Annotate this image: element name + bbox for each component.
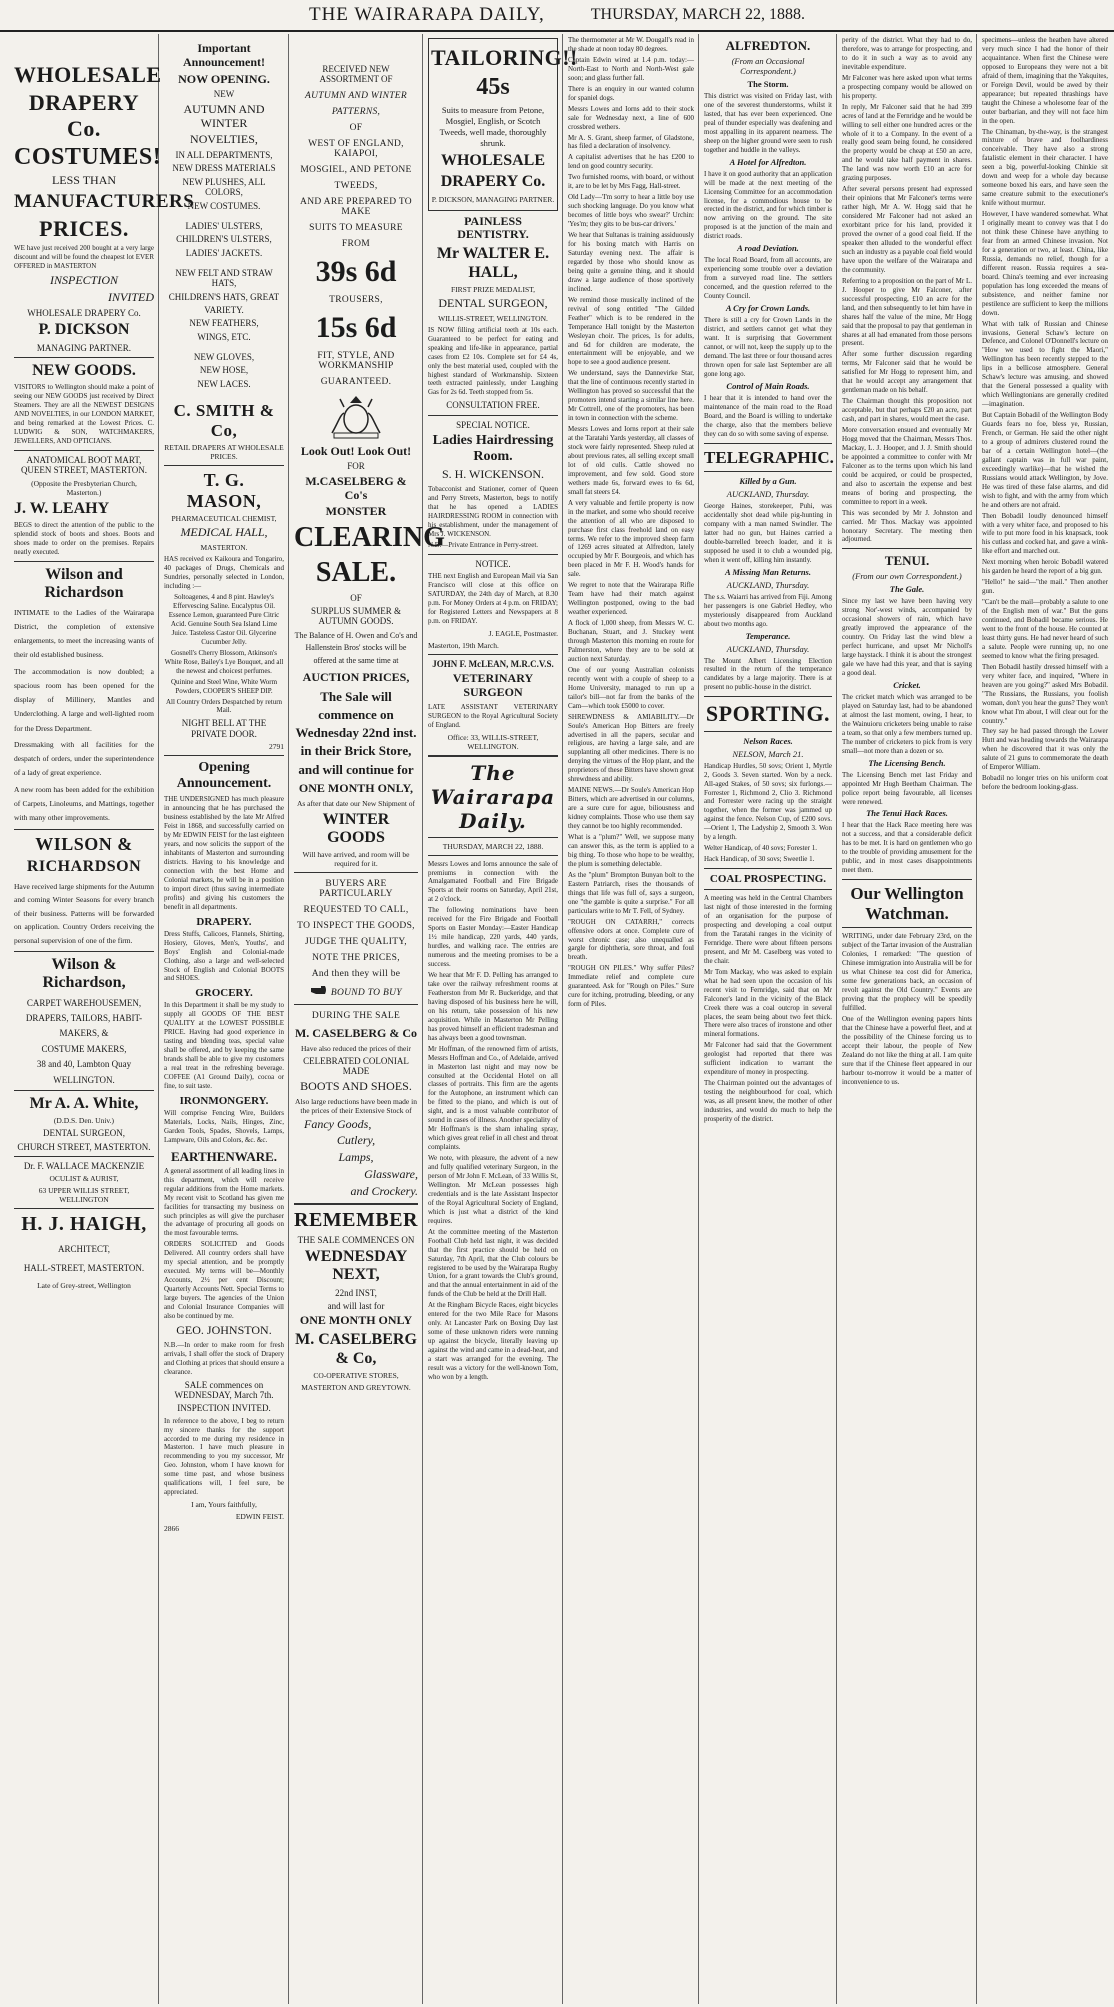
ad-price-suits: 39s 6d xyxy=(315,254,397,288)
article-paragraph: What is a "plum?" Well, we suppose many can answer this, as the term is applied to a big thing. To those who hope to be wealthy, the plum is something delectable. xyxy=(568,833,694,868)
ad-boot-mart-sub: (Opposite the Presbyterian Church, Masterton.) xyxy=(31,478,137,497)
article-paragraph: A meeting was held in the Central Chambers last night of those interested in the forming of an organisation for the purpose of prospecting and developing a coal output from the Taratahi ranges in the vicinity of Fernridge. There were about fifteen persons present, and Mr M. Caselberg was voted to the chair. xyxy=(704,894,832,965)
ad-mason: T. G. MASON, xyxy=(186,470,262,511)
article-paragraph: They say he had passed through the Lower Hutt and was heading towards the Wairarapa when he discovered that it was only the salute of 21 guns to commemorate the death of Emperor William. xyxy=(982,727,1108,772)
article-paragraph: Mr Tom Mackay, who was asked to explain what he had seen upon the occasion of his recent visit to Fernridge, said that on Mr Falconer's land in the vicinity of the Black Creek there was a coal outcrop in several places, the seam being about two feet thick. There were also traces of ironstone and other mineral formations. xyxy=(704,967,832,1039)
ad-white-l2: CHURCH STREET, MASTERTON. xyxy=(17,1141,151,1152)
ad-nb-text: N.B.—In order to make room for fresh arrivals, I shall offer the stock of Drapery and Clothing at prices that should ensure a clearance. xyxy=(164,1340,284,1376)
column-3 xyxy=(290,34,445,2004)
ad-number: 2791 xyxy=(269,742,284,752)
ad-wickens: S. H. WICKENSON. xyxy=(441,467,545,482)
article-paragraph: Messrs Lowes and Iorns report at their sale at the Taratahi Yards yesterday, all classes of stock were fairly represented. Sheep ruled at about previous rates, all selling except small lot of old culls. Cattle showed no improvement, and few sold. Good store wethers made 6s, forward ewes to 6s 6d, small fat steers £4. xyxy=(568,425,694,496)
ad-line: IN ALL DEPARTMENTS, xyxy=(175,150,273,161)
subheading: Temperance. xyxy=(745,630,791,641)
heading-tenui: TENUI. xyxy=(884,553,930,569)
subheading: (From an Occasional Correspondent.) xyxy=(731,56,805,76)
ad-mason-town: MASTERTON. xyxy=(200,543,248,553)
ad-guaranteed: GUARANTEED. xyxy=(320,376,392,387)
ad-drapery-text: Dress Stuffs, Calicoes, Flannels, Shirting, Hosiery, Gloves, Men's, Youths', and Boys' English and Colonial-made Clothing, also a large and well-selected Stock of English and Colonial BOOTS and SHOES. xyxy=(164,929,284,983)
royal-crest-icon xyxy=(326,393,386,441)
article-paragraph: "ROUGH ON CATARRH," corrects offensive odors at once. Complete cure of worst chronic case; also unequalled as gargle for diphtheria, sore throat, and foul breath. xyxy=(568,917,694,962)
ad-feist-text: THE UNDERSIGNED has much pleasure in announcing that he has purchased the business established by the late Mr Alfred Feist in 1868, and successfully carried on by Mr EDWIN FEIST for the last eighteen years, and now solicits the support of the inhabitants of Masterton and surrounding districts. Having to his knowledge and connection with the best Home and Colonial markets, he will be in a position to import direct (thus saving intermediate profits) and giving his customers the benefit in all departments. xyxy=(164,795,284,911)
article-paragraph: Then Bobadil loudly denounced himself with a very whiter face, and proposed to his wife to put more food in his knapsack, took his cutlass and cocked hat, and gave a wink-like effort and marched out. xyxy=(982,511,1108,556)
ad-nb: N.B.—Private Entrance in Perry-street. xyxy=(428,540,539,549)
article-paragraph: What with talk of Russian and Chinese invasions, General Schaw's lecture on Defence, and Colonel O'Donnell's lecture on "How we used to fight the Maori," Wellington has been recently stepped to the lips in a bellicose atmosphere. General Schaw's lecture was amusing, and showed that the General possessed a quality with which Wellingtonians are generally credited—imagination. xyxy=(982,319,1108,409)
newspaper-title: THE WAIRARAPA DAILY, xyxy=(308,4,545,25)
ad-wilson-text4: A new room has been added for the exhibition of Carpets, Linoleums, and Mattings, together with many other improvements. xyxy=(14,784,154,823)
ad-line: WINGS, ETC. xyxy=(197,331,251,342)
article-paragraph: I have it on good authority that an application will be made at the next meeting of the Licensing Committee for an accommodation license, for a commodious house to be erected in the district, and for which timber is now arriving on the ground. The site proposed is at the junction of the main and district roads. xyxy=(704,169,832,241)
ad-towns: MASTERTON AND GREYTOWN. xyxy=(301,1382,411,1392)
ad-line: NEW DRESS MATERIALS xyxy=(172,163,276,174)
ad-invited: INVITED xyxy=(108,290,154,305)
ad-tailoring-text: Suits to measure from Petone, Mosgiel, English, or Scotch Tweeds, well made, thoroughly shrunk. xyxy=(439,105,547,148)
ad-special: SPECIAL NOTICE. xyxy=(456,419,530,430)
ad-wr2: Wilson & Richardson, xyxy=(42,956,126,992)
ad-white-sub: (D.D.S. Den. Univ.) xyxy=(53,1116,115,1126)
subheading: A Missing Man Returns. xyxy=(725,566,811,577)
ad-line: LADIES' JACKETS. xyxy=(185,247,263,258)
ad-manufacturers: MANUFACTURERS xyxy=(14,191,195,213)
ad-caselberg3: M. CASELBERG & Co, xyxy=(295,1331,417,1367)
ad-fancy: Fancy Goods, xyxy=(304,1116,372,1131)
ad-mackenzie: Dr. F. WALLACE MACKENZIE xyxy=(23,1160,145,1171)
ad-white: Mr A. A. White, xyxy=(29,1094,139,1112)
ad-suits: SUITS TO MEASURE xyxy=(309,222,403,233)
ad-line: CHILDREN'S ULSTERS, xyxy=(176,234,272,245)
ad-mason-items2: Gosnell's Cherry Blossom, Atkinson's White Rose, Bailey's Lye Bouquet, and all the newest and choicest perfumes. xyxy=(164,648,284,675)
ad-prepared: AND ARE PREPARED TO MAKE xyxy=(300,196,412,217)
ad-night-bell: NIGHT BELL AT THE PRIVATE DOOR. xyxy=(181,718,267,739)
heading-sporting: SPORTING. xyxy=(705,701,831,727)
ad-dental: DENTAL SURGEON, xyxy=(438,295,548,310)
ad-trousers: TROUSERS, xyxy=(329,294,383,305)
ad-sale-comm: THE SALE COMMENCES ON xyxy=(297,1234,415,1245)
ad-bound xyxy=(294,985,418,998)
article-paragraph: Captain Edwin wired at 1.4 p.m. today:—North-East to North and North-West gale soon; and glass further fall. xyxy=(568,55,694,82)
ad-consult: CONSULTATION FREE. xyxy=(446,400,540,411)
ad-inst: 22nd INST, xyxy=(335,1287,377,1298)
ad-sale-commences: SALE commences on WEDNESDAY, March 7th. xyxy=(174,1379,274,1400)
article-paragraph: I hear that it is intended to hand over the maintenance of the main road to the Road Board, and the Board is willing to undertake the charge, also that the members believe they can do so with some saving of expense. xyxy=(704,393,832,438)
ad-grocery-heading: GROCERY. xyxy=(195,987,253,1000)
column-2 xyxy=(160,34,288,2004)
column-4 xyxy=(424,34,578,2004)
ad-mason-sub: PHARMACEUTICAL CHEMIST, xyxy=(171,514,277,524)
ad-wilson-text1: INTIMATE to the Ladies of the Wairarapa District, the completion of extensive enlargements, to meet the increasing wants of their old established business. xyxy=(14,607,154,660)
ad-inspection: INSPECTION xyxy=(49,273,118,288)
subheading: A Hotel for Alfredton. xyxy=(729,156,807,167)
ad-tailoring: TAILORING!! xyxy=(431,45,578,70)
article-paragraph: Next morning when heroic Bobadil watered his garden he heard the report of a big gun. xyxy=(982,558,1108,576)
ad-wr-big1: WILSON & xyxy=(35,834,133,855)
subheading: Control of Main Roads. xyxy=(726,380,810,391)
ad-bound-text: BOUND TO BUY xyxy=(330,988,402,999)
article-paragraph: We understand, says the Dannevirke Star, that the line of continuous recently started in Wellington has proved so successful that the promoters intend starting a similar line here. Mr Cottrell, one of the promoters, has been in town in connection with the scheme. xyxy=(568,369,694,423)
article-paragraph: A capitalist advertises that he has £200 to lend on good country security. xyxy=(568,153,694,171)
ad-drapery-co: DRAPERY Co. xyxy=(28,90,140,141)
article-paragraph: We regret to note that the Wairarapa Rifle Team have had their match against Wellington postponed, owing to the bad weather experienced. xyxy=(568,581,694,617)
ad-last: and will last for xyxy=(327,1301,385,1312)
article-paragraph: MAINE NEWS.—Dr Soule's American Hop Bitters, which are advertised in our columns, are a sure cure for ague, biliousness and kidney complaints. Those who use them say they cannot be too highly recommended. xyxy=(568,786,694,831)
subheading: A road Deviation. xyxy=(737,243,799,254)
ad-clearing: CLEARING xyxy=(294,522,445,554)
subheading: The Storm. xyxy=(747,79,789,89)
heading-telegraphic: TELEGRAPHIC. xyxy=(704,447,834,467)
heading-watchman: Our Wellington Watchman. xyxy=(850,884,964,923)
ad-line: VARIETY. xyxy=(204,304,244,315)
article-paragraph: However, I have wandered somewhat. What I originally meant to convey was that I do not think these Chinese have anything to fear from an armed Chinese invasion. Not for a generation or two, at least. China, like Russia, demands no relief, though for a different reason. Russia requires a sea-board. China's teeming and ever increasing population has long exceeded the means of subsistence, and neither famine nor pestilence are sufficient to keep the millions down. xyxy=(982,210,1108,317)
article-paragraph: This district was visited on Friday last, with one of the severest thunderstorms, whilst it lasted, that has ever been experienced. One peal of thunder especially was deafening and most appalling in its apparent nearness. The sheep on the higher ground were seen to rush together and huddle in the valleys. xyxy=(704,92,832,154)
ad-smith: C. SMITH & Co, xyxy=(173,400,275,440)
dateline: NELSON, March 21. xyxy=(732,748,804,759)
ad-white-l1: DENTAL SURGEON, xyxy=(43,1128,125,1139)
ad-wholesale2: WHOLESALE xyxy=(440,151,546,169)
ad-mclean: JOHN F. McLEAN, M.R.C.V.S. xyxy=(432,658,554,669)
ad-lookout: Look Out! Look Out! xyxy=(300,443,412,458)
ad-inspection-invited: INSPECTION INVITED. xyxy=(177,1403,271,1414)
ad-ironmongery-heading: IRONMONGERY. xyxy=(179,1094,269,1107)
ad-dickson2: P. DICKSON, MANAGING PARTNER. xyxy=(431,194,555,204)
ad-wr-text: Have received large shipments for the Autumn and coming Winter Seasons for every branch of their business. Patterns will be forwarded on application. Country Orders receiving the personal supervision of one of the firm. xyxy=(14,881,154,945)
article-paragraph: Hack Handicap, of 30 sovs; Sweetlie 1. xyxy=(704,855,815,864)
ad-line: AUTUMN AND WINTER xyxy=(183,101,265,130)
ad-hall-text: IS NOW filling artificial teeth at 10s each. Guaranteed to be perfect for eating and speaking and life-like in appearance, partial cases from £2 10s. Complete set for £4 4s, only the best material used, coupled with the highest standard of Workmanship. Sixteen teeth extracted painlessly, under Laughing Gas for 2s 6d. Teeth stopped from 5s. xyxy=(428,325,558,397)
ad-one-month: ONE MONTH ONLY, xyxy=(298,780,414,795)
ad-reduced: Have also reduced the prices of their xyxy=(301,1044,411,1054)
ad-new-goods-text: VISITORS to Wellington should make a point of seeing our NEW GOODS just received by Direct Steamers. They are all the NEWEST DESIGNS AND NOVELTIES, in our LONDON MARKET, and being remarked at the Lowest Prices. C. LUDWIG & SON, WATCHMAKERS, JEWELLERS, AND OPTICIANS. xyxy=(14,383,154,446)
article-paragraph: More conversation ensued and eventually Mr Hogg moved that the Chairman, Messrs Thos. Mackay, L. J. Hooper, and J. J. Smith should be appointed a committee to confer with Mr Falconer as to the terms upon which his land could be acquired, or could be prospected, and also to ascertain the expense and best means of boring and prospecting, the committee to report in a week. xyxy=(842,426,972,506)
ad-received-text: WE have just received 200 bought at a very large discount and will be found the cheapest lot EVER OFFERED in MASTERTON xyxy=(14,244,154,271)
ad-line: NEW LACES. xyxy=(197,378,251,389)
ad-line: NEW FEATHERS, xyxy=(189,318,259,329)
article-paragraph: Mr Falconer had said that the Government geologist had reported that there was sufficient indication to warrant the expenditure of money in prospecting. xyxy=(704,1041,832,1077)
ad-less-than: LESS THAN xyxy=(51,173,117,188)
ad-autumn: AUTUMN AND WINTER xyxy=(304,90,408,101)
dateline: AUCKLAND, Thursday. xyxy=(726,579,810,590)
ad-during: DURING THE SALE xyxy=(311,1011,401,1022)
ad-wilson-title: Wilson and Richardson xyxy=(44,565,124,602)
ad-notice-text: THE next English and European Mail via San Francisco will close at this office on SATURDAY, the 24th day of March, at 8.30 p.m. For Money Orders at 4 p.m. on FRIDAY; for Registered Letters and Newspapers at 8 p.m. on FRIDAY. xyxy=(428,572,558,625)
article-paragraph: Old Lady—'I'm sorry to hear a little boy use such shocking language. Do you know what becomes of little boys who swear?' Urchin: 'Yes'm; they gits to be bus-car drivers.' xyxy=(568,193,694,229)
article-paragraph: perity of the district. What they had to do, therefore, was to arrange for prospecting, and to do it in such a way as to avoid any inevitable expenditure. xyxy=(842,36,972,71)
ad-glassware: Glassware, xyxy=(364,1167,418,1181)
article-paragraph: The cricket match which was arranged to be played on Saturday last, had to be abandoned at almost the last moment, owing, I hear, to the Wainuioru cricketers being unable to raise a team, so that only a few members turned up. The number of cricketers to pick from is very small—not more than a dozen or so. xyxy=(842,693,972,755)
ad-line: NEW xyxy=(213,89,235,100)
ad-opening-announcement: Opening Announcement. xyxy=(176,760,272,792)
ad-willis: WILLIS-STREET, WELLINGTON. xyxy=(438,313,548,323)
article-paragraph: "ROUGH ON PILES." Why suffer Piles? Immediate relief and complete cure guaranteed. Ask for "Rough on Piles." Sure cure for itching, protruding, bleeding, or any form of Piles. xyxy=(568,964,694,1009)
ad-haigh-l3: Late of Grey-street, Wellington xyxy=(37,1280,131,1290)
article-paragraph: As the "plum" Brompton Bunyan bolt to the Eastern Patriarch, rises the thousands of things that life was full of, says a surgeon, one "the gamble is quite a surprise." For all particulars write to Mr T. Fell, of Sydney. xyxy=(568,870,694,915)
ad-eagle-date: Masterton, 19th March. xyxy=(428,640,499,650)
article-paragraph: Welter Handicap, of 40 sovs; Forester 1. xyxy=(704,844,817,853)
article-paragraph: Mr Hoffman, of the renowned firm of artists, Messrs Hoffman and Co., of Adelaide, arrived in Masterton last night and may now be consulted at the Occidental Hotel on all classes of portraits. This firm are the agents for the Autophone, an instrument which can be fitted to the piano, and which is out of sight, and is a most valuable contributor of sound in cases of illness. Another speciality of Mr Hoffman's is the sham inhaling spray, which gives great relief in all chest and throat complaints. xyxy=(428,1044,558,1152)
subheading: Killed by a Gun. xyxy=(739,476,797,487)
ad-mackenzie-addr: 63 UPPER WILLIS STREET, WELLINGTON xyxy=(38,1186,130,1205)
article-paragraph: But Captain Bobadil of the Wellington Body Guards fears no foe, bless ye, Russian, French, or German. He said the other night to a group of admirers clustered round the bar of a certain Wellington hotel—(the gallant captain was in full war paint, exceedingly warlike)—that he wished the Russians would attack Wellington, by Jove. He was tired of these false alarms, and did wish to fight, and with the army from which he and others are not afraid. xyxy=(982,411,1108,509)
ad-also: Also large reductions have been made in the prices of their Extensive Stock of xyxy=(295,1096,417,1115)
article-paragraph: SHREWDNESS & AMIABILITY.—Dr Soule's American Hop Bitters are freely advertised in all the papers, secular and religious, are having a large sale, and are supplanting all other medicines. There is no denying the virtues of the Hop plant, and the proprietors of these Bitters have shown great shrewdness and ability. xyxy=(568,712,694,784)
ad-line: NEW COSTUMES. xyxy=(187,200,261,211)
article-paragraph: Handicap Hurdles, 50 sovs; Orient 1, Myrtle 2, Goods 3. Seven started. Won by a neck. All-aged Stakes, of 50 sovs; six furlongs.—Forrester 1, Richmond 2, Clio 3. Richmond and Forrester were racing up the straight together, when the former was jammed up against the fence. Nelson Cup, of £200 sovs.—Orient 1, The Ladyship 2, Smooth 3. Won by a length. xyxy=(704,761,832,842)
subheading: The Tenui Hack Races. xyxy=(866,808,948,819)
article-paragraph: Since my last we have been having very strong Nor'-west winds, accompanied by occasional showers of rain, which have greatly improved the appearance of the country. On Friday last the wind blew a perfect hurricane, and upset Mr Nicholl's large haystack. I think it is about the strongest gale we have had this year, and that is saying a good deal. xyxy=(842,597,972,678)
ad-grocery-text: In this Department it shall be my study to supply all GOODS OF THE BEST QUALITY at the LOWEST POSSIBLE PRICE. Having had good experience in tasting and blending teas, special value shall be offered, and by keeping the same brands shall be able to give my customers a real treat in the refreshing beverage. COFFEE (A1 Ground Daily), cocoa or fine, to suit taste. xyxy=(164,1001,284,1090)
ad-balance: The Balance of H. Owen and Co's and Hallenstein Bros' stocks will be offered at the same time at xyxy=(294,630,418,666)
article-paragraph: specimens—unless the heathen have altered very much since I had the honor of their acquaintance. When first the Chinese were opposed to Europeans they were not a bit afraid of them, imagining that the Yakquites, or Foreign Devil, would be awed by their appearance; but repeated thrashings have taught the Chinese a wholesome fear of the outer barbarian, and they will not face him in the open. xyxy=(982,36,1108,125)
ad-haigh-l1: ARCHITECT, xyxy=(57,1244,111,1255)
ad-leahy: J. W. LEAHY xyxy=(14,499,110,517)
ad-mason-hall: MEDICAL HALL, xyxy=(180,525,268,540)
ad-received: RECEIVED NEW ASSORTMENT OF xyxy=(319,64,393,85)
ad-tailoring-price: 45s xyxy=(476,74,510,101)
ad-wr2-l2: DRAPERS, TAILORS, HABIT- xyxy=(25,1013,143,1024)
ad-line: LADIES' ULSTERS, xyxy=(185,220,263,231)
article-paragraph: The local Road Board, from all accounts, are experiencing some trouble over a deviation from a surveyed road line. The settlers concerned, and the question referred to the County Council. xyxy=(704,256,832,301)
ad-hall: Mr WALTER E. HALL, xyxy=(436,245,550,281)
subheading: Cricket. xyxy=(893,680,921,690)
article-paragraph: We remind those musically inclined of the revival of song entitled "The Gilded Feather" which is to be rendered in the Temperance Hall tonight by the Masterton Wesleyan choir. The prices, 1s for adults, and 6d for children are moderate, the entertainment will be enjoyable, and we hope to see a good audience present. xyxy=(568,295,694,367)
ad-note: NOTE THE PRICES, xyxy=(312,953,400,964)
ad-west: WEST OF ENGLAND, KAIAPOI, xyxy=(308,138,404,159)
ad-prize: FIRST PRIZE MEDALIST, xyxy=(450,284,536,294)
article-paragraph: At the Ringham Bicycle Races, eight bicycles entered for the two Mile Race for Masons only. At Lancaster Park on Boxing Day last some of these unknown riders were running up against the bicycle, literally leaving up against the wind and came in a dead-heat, and a start was arranged for the evening. The result was a victory for the well-known Tom, who won by a length. xyxy=(428,1301,558,1381)
ad-tweeds: TWEEDS, xyxy=(334,180,378,191)
article-paragraph: This was seconded by Mr J. Johnston and carried. Mr Thos. Mackay was appointed honorary Secretary. The meeting then adjourned. xyxy=(842,508,972,544)
ad-earthenware-heading: EARTHENWARE. xyxy=(170,1148,278,1164)
article-paragraph: The thermometer at Mr W. Dougall's read in the shade at noon today 80 degrees. xyxy=(568,36,694,53)
ad-wr2-l1: CARPET WAREHOUSEMEN, xyxy=(26,997,142,1008)
ad-haigh-l2: HALL-STREET, MASTERTON. xyxy=(23,1262,145,1273)
ad-mason-items3: Quinine and Steel Wine, White Worm Powders, COOPER'S SHEEP DIP. xyxy=(170,677,278,695)
ad-orders-text: ORDERS SOLICITED and Goods Delivered. All country orders shall have my special attention, and be promptly executed. My terms will be—Monthly Accounts, 2½ per cent Discount; Quarterly Accounts Nett. Special Terms to large buyers. The agencies of the Union and Colonial Insurance Companies will also be continued by me. xyxy=(164,1240,284,1321)
article-paragraph: There is still a cry for Crown Lands in the district, and settlers cannot get what they want. It is surprising that Government cannot, or will not, keep the supply up to the demand. The last three or four thousand acres thrown open for sale last September are all gone long ago. xyxy=(704,316,832,378)
heading-coal: COAL PROSPECTING. xyxy=(709,873,827,886)
column-6 xyxy=(700,34,836,2004)
ad-boots: BOOTS AND SHOES. xyxy=(300,1078,412,1093)
ad-for: FOR xyxy=(347,461,365,472)
ad-remember: REMEMBER xyxy=(294,1208,418,1231)
ad-earth-text: A general assortment of all leading lines in this department, which will receive regular additions from the Home markets. My recent visit to Scotland has given me facilities for transacting my business on such principles as will give the purchaser the advantage of procuring all goods on the most favourable terms. xyxy=(164,1166,284,1238)
article-paragraph: The Licensing Bench met last Friday and appointed Mr Hugh Beetham Chairman. The police report being favourable, all licenses were renewed. xyxy=(842,770,972,806)
article-paragraph: Mr Falconer was here asked upon what terms a prospecting company would be allowed on his property. xyxy=(842,73,972,100)
ad-coop: CO-OPERATIVE STORES, xyxy=(313,1370,399,1380)
ad-line: NEW HOSE, xyxy=(199,365,249,376)
ad-costumes: COSTUMES! xyxy=(14,143,162,170)
ad-arrival: As after that date our New Shipment of xyxy=(296,798,416,808)
ad-crockery: and Crockery. xyxy=(350,1183,418,1198)
subheading: The Licensing Bench. xyxy=(868,757,946,768)
ad-sale: SALE. xyxy=(315,557,397,589)
paper-nameplate: The Wairarapa Daily. xyxy=(430,760,556,833)
column-5 xyxy=(564,34,698,2004)
ad-celebrated: CELEBRATED COLONIAL MADE xyxy=(303,1056,409,1077)
masthead xyxy=(0,0,1114,32)
ad-wr2-l5: 38 and 40, Lambton Quay xyxy=(36,1059,132,1070)
ad-mackenzie-sub: OCULIST & AURIST, xyxy=(49,1174,119,1184)
columns xyxy=(0,34,1114,2007)
ad-judge: JUDGE THE QUALITY, xyxy=(305,937,407,948)
ad-patterns: PATTERNS, xyxy=(331,106,381,117)
article-paragraph: "Hello!" he said—"the mail." Then another gun. xyxy=(982,578,1108,596)
ad-wilson-text3: Dressmaking with all facilities for the despatch of orders, under the superintendence of a lady of great experience. xyxy=(14,739,154,778)
article-paragraph: A flock of 1,000 sheep, from Messrs W. C. Buchanan, Stuart, and J. Stuckey went through Masterton this morning en route for Palmerston, where they are to be sold at auction next Saturday. xyxy=(568,619,694,663)
ad-wr-big2: RICHARDSON xyxy=(26,858,142,876)
ad-of: OF xyxy=(350,592,362,603)
article-paragraph: I hear that the Hack Race meeting here was not a success, and that a considerable deficit has to be met. It is hard on gentlemen who go to the trouble of providing amusement for the public, and in most cases disappointments meet them. xyxy=(842,821,972,875)
ad-notice: NOTICE. xyxy=(475,558,511,569)
subheading: Nelson Races. xyxy=(743,735,793,746)
article-paragraph: After some further discussion regarding terms, Mr Falconer said that he would be satisfied for Mr Hogg to represent him, and that he would accept any arrangement that gentleman made on his behalf. xyxy=(842,350,972,395)
ad-mason-items: Soltoagenes, 4 and 8 pint. Hawley's Effervescing Saline. Eucalyptus Oil. Essence Lemon, guaranteed Pure Citric Acid. Genuine South Sea Island Lime Juice. Tasteless Castor Oil. Glycerine Cucumber Jelly. xyxy=(168,593,280,646)
ad-wholesale-title: WHOLESALE xyxy=(14,62,162,87)
article-paragraph: The Chairman pointed out the advantages of testing the neighbourhood for coal, which was, as all present knew, the mother of other industries, and would do much to help the prosperity of the district. xyxy=(704,1079,832,1123)
ad-cutlery: Cutlery, xyxy=(336,1133,376,1148)
article-paragraph: The s.s. Waiarri has arrived from Fiji. Among her passengers is one Gabriel Hedley, who mysteriously disappeared from Auckland about two months ago. xyxy=(704,592,832,628)
ad-tailoring-box xyxy=(428,38,578,211)
ad-one-month2: ONE MONTH ONLY xyxy=(299,1313,413,1328)
article-paragraph: Messrs Lowes and Iorns add to their stock sale for Wednesday next, a line of 600 crossbred wethers. xyxy=(568,104,694,131)
ad-wilson-text2: The accommodation is now doubled; a spacious room has been opened for the display of Millinery, Mantles and Underclothing. A large and well-lighted room for the Dress Department. xyxy=(14,666,154,733)
article-paragraph: After several persons present had expressed their opinions that Mr Falconer's terms were rather high, Mr A. W. Hogg said that he considered Mr Falconer had not asked an exorbitant price for his land, provided it proved the owner of a good coal field. If the speaker then alluded to the wonderful effect such an industry as a payable coal field would have upon the welfare of the Wairarapa and the community. xyxy=(842,185,972,274)
ad-number: 2866 xyxy=(164,1524,179,1534)
ad-drapery2: DRAPERY Co. xyxy=(440,173,546,191)
dateline: AUCKLAND, Thursday. xyxy=(726,489,810,500)
article-paragraph: Mr A. S. Grant, sheep farmer, of Gladstone, has filed a declaration of insolvency. xyxy=(568,133,694,151)
ad-line: NEW GLOVES, xyxy=(193,351,255,362)
ad-caselberg2: M. CASELBERG & Co xyxy=(294,1026,417,1041)
subheading: (From our own Correspondent.) xyxy=(852,571,962,582)
ad-ladies: Ladies Hairdressing Room. xyxy=(432,433,554,465)
article-paragraph: The Chairman thought this proposition not acceptable, but that perhaps £20 an acre, part cash, and part in shares, would meet the case. xyxy=(842,397,972,424)
ad-commence: The Sale will commence on Wednesday 22nd inst. in their Brick Store, and will continue for xyxy=(295,688,417,777)
ad-eagle: J. EAGLE, Postmaster. xyxy=(488,628,558,638)
ad-mosgiel: MOSGIEL, AND PETONE xyxy=(300,164,412,175)
pointing-hand-icon xyxy=(310,985,328,995)
article-paragraph: A very valuable and fertile property is now in the market, and some who should receive the attention of all who are disposed to purchase first class freehold land on easy terms. We refer to the improved sheep farm of 1269 acres situated at Alfredton, lately occupied by Mr F. Bourgeois, and which has been placed in Mr F. H. Wood's hands for sale. xyxy=(568,498,694,579)
ad-then: And then they will be xyxy=(311,969,401,980)
article-paragraph: The Chinaman, by-the-way, is the strangest mixture of brave and foolhardiness conceivable. They have also a strong fatalistic element in their character. I have seen a big, powerful-looking Chinkie sit down and weep for a whole day because someone boxed his ears, and have seen the same creature submit to the executioner's knife without murmur. xyxy=(982,127,1108,208)
issue-date: THURSDAY, MARCH 22, 1888. xyxy=(590,6,805,23)
article-paragraph: We hear that Mr F. D. Pelling has arranged to take over the railway refreshment rooms at Featherston from Mr R. Buckeridge, and that having disposed of his business here he will, on his return, take possession of his new acquisition. While in Masterton Mr Pelling has proved himself an efficient tradesman and has always been a good townsman. xyxy=(428,971,558,1042)
ad-buyers: BUYERS ARE PARTICULARLY xyxy=(319,879,393,900)
article-paragraph: We note, with pleasure, the advent of a new and fully qualified veterinary Surgeon, in the person of Mr John F. McLean, of 33 Willis St, Wellington. Mr McLean possesses high credentials and is the late Assistant Inspector of the Royal Agricultural Society of England, which is just what a district of the kind requires. xyxy=(428,1154,558,1225)
ad-leahy-text: BEGS to direct the attention of the public to the splendid stock of boots and shoes. Boots and shoes made to order on the premises. Repairs neatly executed. xyxy=(14,521,154,556)
ad-wr2-l6: WELLINGTON. xyxy=(53,1074,115,1085)
article-paragraph: There is an enquiry in our wanted column for spaniel dogs. xyxy=(568,84,694,102)
ad-dickson: P. DICKSON xyxy=(38,321,130,339)
ad-edwin: EDWIN FEIST. xyxy=(235,1512,284,1522)
ad-vet-text: LATE ASSISTANT VETERINARY SURGEON to the Royal Agricultural Society of England. xyxy=(428,702,558,729)
article-paragraph: One of our young Australian colonists recently went with a couple of sheep to a Home University, managed to run up a tailor's bill—not far from the banks of the Cam—which took £5000 to cover. xyxy=(568,665,694,710)
article-paragraph: Two furnished rooms, with board, or without it, are to be let by Mrs Fagg, Hall-street. xyxy=(568,173,694,191)
ad-line: CHILDREN'S HATS, GREAT xyxy=(168,291,280,302)
article-paragraph: We hear that Sultanas is training assiduously for his boxing match with Harris on Saturday evening next. The affair is regarded by those who should know as being quite a genuine thing, and it should draw a large audience of those sportively inclined. xyxy=(568,231,694,293)
ad-prices: PRICES. xyxy=(39,216,129,242)
article-paragraph: At the committee meeting of the Masterton Football Club held last night, it was decided that the first practice should be held on Saturday, 7th April, that the Club colours be registered to be used by the Wairarapa Rugby Union, for a grant towards the Club's ground, and that the annual entertainment in aid of the funds of the Club be held at the Drill Hall. xyxy=(428,1227,558,1299)
ad-of: OF xyxy=(349,122,363,133)
ad-fit: FIT, STYLE, AND WORKMANSHIP xyxy=(317,350,395,371)
ad-wholesale-dc: WHOLESALE DRAPERY Co. xyxy=(27,307,141,318)
subheading: The Gale. xyxy=(889,584,925,595)
dateline: AUCKLAND, Thursday. xyxy=(726,643,810,654)
ad-office: Office: 33, WILLIS-STREET, WELLINGTON. xyxy=(447,732,539,751)
article-paragraph: One of the Wellington evening papers hints that the Chinese have a powerful fleet, and at the possibility of the Chinese forcing us to accept their labour, the people of New Zealand do not like the thing at all. I am quite sure that if the Chinese fleet appeared in our harbour to-morrow it would be a matter of inconvenience to us. xyxy=(842,1014,972,1086)
article-paragraph: "Can't be the mail—probably a salute to one of the English men of war." But the guns continued, and Bobadil became serious. He went to the front of the house. He counted at least thirty guns. He had never heard of such a salute. People were running up, no one seemed to know what the firing presaged. xyxy=(982,598,1108,660)
article-paragraph: George Haines, storekeeper, Puhi, was accidentally shot dead while pig-hunting in company with a man named Swindler. The latter had no gun, but Haines carried a double-barrelled breech loader, and it is supposed he used it to club a wounded pig, when it went off, killing him instantly. xyxy=(704,502,832,564)
subheading: A Cry for Crown Lands. xyxy=(725,303,811,314)
ad-line: NEW FELT AND STRAW HATS, xyxy=(175,267,273,289)
ad-haigh: H. J. HAIGH, xyxy=(21,1213,147,1236)
ad-wr2-l4: COSTUME MAKERS, xyxy=(41,1043,127,1054)
ad-inspect: TO INSPECT THE GOODS, xyxy=(297,921,415,932)
ad-caselberg: M.CASELBERG & Co's xyxy=(305,473,407,502)
ad-wr2-l3: MAKERS, & xyxy=(59,1028,109,1039)
ad-wed: WEDNESDAY NEXT, xyxy=(304,1247,408,1284)
ad-from: FROM xyxy=(341,238,371,249)
article-paragraph: In reply, Mr Falconer said that he had 399 acres of land at the Fernridge and he would be willing to sell either one hundred acres or the whole of it to a Company. In the event of a really good seam being found, he considered the property would be cheap at £50 an acre, and he would take half payment in shares. The land was now worth £10 an acre for grazing purposes. xyxy=(842,102,972,183)
ad-announce: Important Announcement! xyxy=(182,41,265,69)
ad-now-opening: NOW OPENING. xyxy=(178,71,270,86)
ad-managing: MANAGING PARTNER. xyxy=(36,342,132,353)
ad-johnston: GEO. JOHNSTON. xyxy=(176,1322,272,1337)
ad-line: NOVELTIES, xyxy=(190,132,258,147)
column-7 xyxy=(838,34,976,2004)
article-paragraph: WRITING, under date February 23rd, on the subject of the Tartar invasion of the Australian Colonies, I remarked: "The question of Chinese immigration into Australia will be for us what Chinese tea cost did for America, some few generations back, an occasion of revolt against the Old Country." Events are proving that the prophecy will be speedily fulfilled. xyxy=(842,932,972,1012)
ad-wickens-text: Tobacconist and Stationer, corner of Queen and Perry Streets, Masterton, begs to notify that he has opened a LADIES HAIRDRESSING ROOM in connection with his establishment, under the management of Mrs J. WICKENSON. xyxy=(428,485,558,538)
paper-date: THURSDAY, MARCH 22, 1888. xyxy=(442,841,544,851)
ad-iron-text: Will comprise Fencing Wire, Builders Materials, Locks, Nails, Hinges, Zinc, Garden Tools, Spades, Shovels, Lamps, Lampware, Oils and Colors, &c. &c. xyxy=(164,1108,284,1144)
article-paragraph: Referring to a proposition on the part of Mr L. J. Hooper to give Mr Falconer, after successful prospecting, £10 an acre for the land, and then subsequently to let him have in shares half the value of the mine, Mr Hogg said that the proposal to pay that gentleman in shares at all had emanated from those persons present. xyxy=(842,276,972,348)
article-paragraph: Messrs Lowes and Iorns announce the sale of premiums in connection with the Amalgamated Football and Fire Brigade Sports at their rooms on Saturday, April 21st, at 2 o'clock. xyxy=(428,859,558,904)
article-paragraph: Then Bobadil hastily dressed himself with a very whiter face, and inquired, "Where in heaven are you going?" asked Mrs Bobadil. "The Russians, the Russians, you foolish woman, don't you hear the guns? They won't know what I'm about, I will clear out for the country." xyxy=(982,662,1108,725)
column-8 xyxy=(978,34,1112,2004)
ad-line: NEW PLUSHES, ALL COLORS, xyxy=(182,176,266,198)
ad-ref-text: In reference to the above, I beg to return my sincere thanks for the support accorded to me during my residence in Masterton. I have much pleasure in recommending to you my successor, Mr Geo. Johnston, whom I have known for some time past, and whose business qualifications will, I feel sure, be appreciated. xyxy=(164,1416,284,1497)
ad-drapery-heading: DRAPERY. xyxy=(196,915,252,928)
article-paragraph: The following nominations have been received for the Fire Brigade and Football Sports on Easter Monday:—Easter Handicap 1½ mile handicap, 220 yards, 440 yards, hurdles, and walking race. The entries are numerous and the meeting promises to be a success. xyxy=(428,906,558,969)
ad-boot-mart: ANATOMICAL BOOT MART, QUEEN STREET, MASTERTON. xyxy=(20,455,148,476)
ad-painless: PAINLESS DENTISTRY. xyxy=(457,213,529,242)
ad-mason-country: All Country Orders Despatched by return Mail. xyxy=(165,697,283,715)
ad-vet: VETERINARY SURGEON xyxy=(452,671,534,699)
ad-yours: I am, Yours faithfully, xyxy=(191,1500,257,1510)
article-paragraph: The Mount Albert Licensing Election resulted in the return of the temperance candidates by a large majority. There is at present no public-house in the district. xyxy=(704,656,832,692)
ad-arrive: Will have arrived, and room will be required for it. xyxy=(302,850,410,869)
ad-price-trousers: 15s 6d xyxy=(315,310,397,344)
ad-lamps: Lamps, xyxy=(338,1150,374,1165)
heading-alfredton: ALFREDTON. xyxy=(725,38,811,53)
ad-new-goods: NEW GOODS. xyxy=(32,361,136,379)
ad-smith-sub: RETAIL DRAPERS AT WHOLESALE PRICES. xyxy=(164,443,284,462)
ad-auction: AUCTION PRICES, xyxy=(302,670,410,685)
ad-surplus: SURPLUS SUMMER & AUTUMN GOODS. xyxy=(310,605,402,627)
ad-mason-text: HAS received ex Kaikoura and Tongariro, 40 packages of Drugs, Chemicals and Sundries, personally selected in London, including :— xyxy=(164,555,284,591)
ad-monster: MONSTER xyxy=(325,504,387,519)
ad-winter-goods: WINTER GOODS xyxy=(322,810,390,846)
ad-requested: REQUESTED TO CALL, xyxy=(303,905,409,916)
article-paragraph: Bobadil no longer tries on his uniform coat before the bedroom looking-glass. xyxy=(982,774,1108,792)
